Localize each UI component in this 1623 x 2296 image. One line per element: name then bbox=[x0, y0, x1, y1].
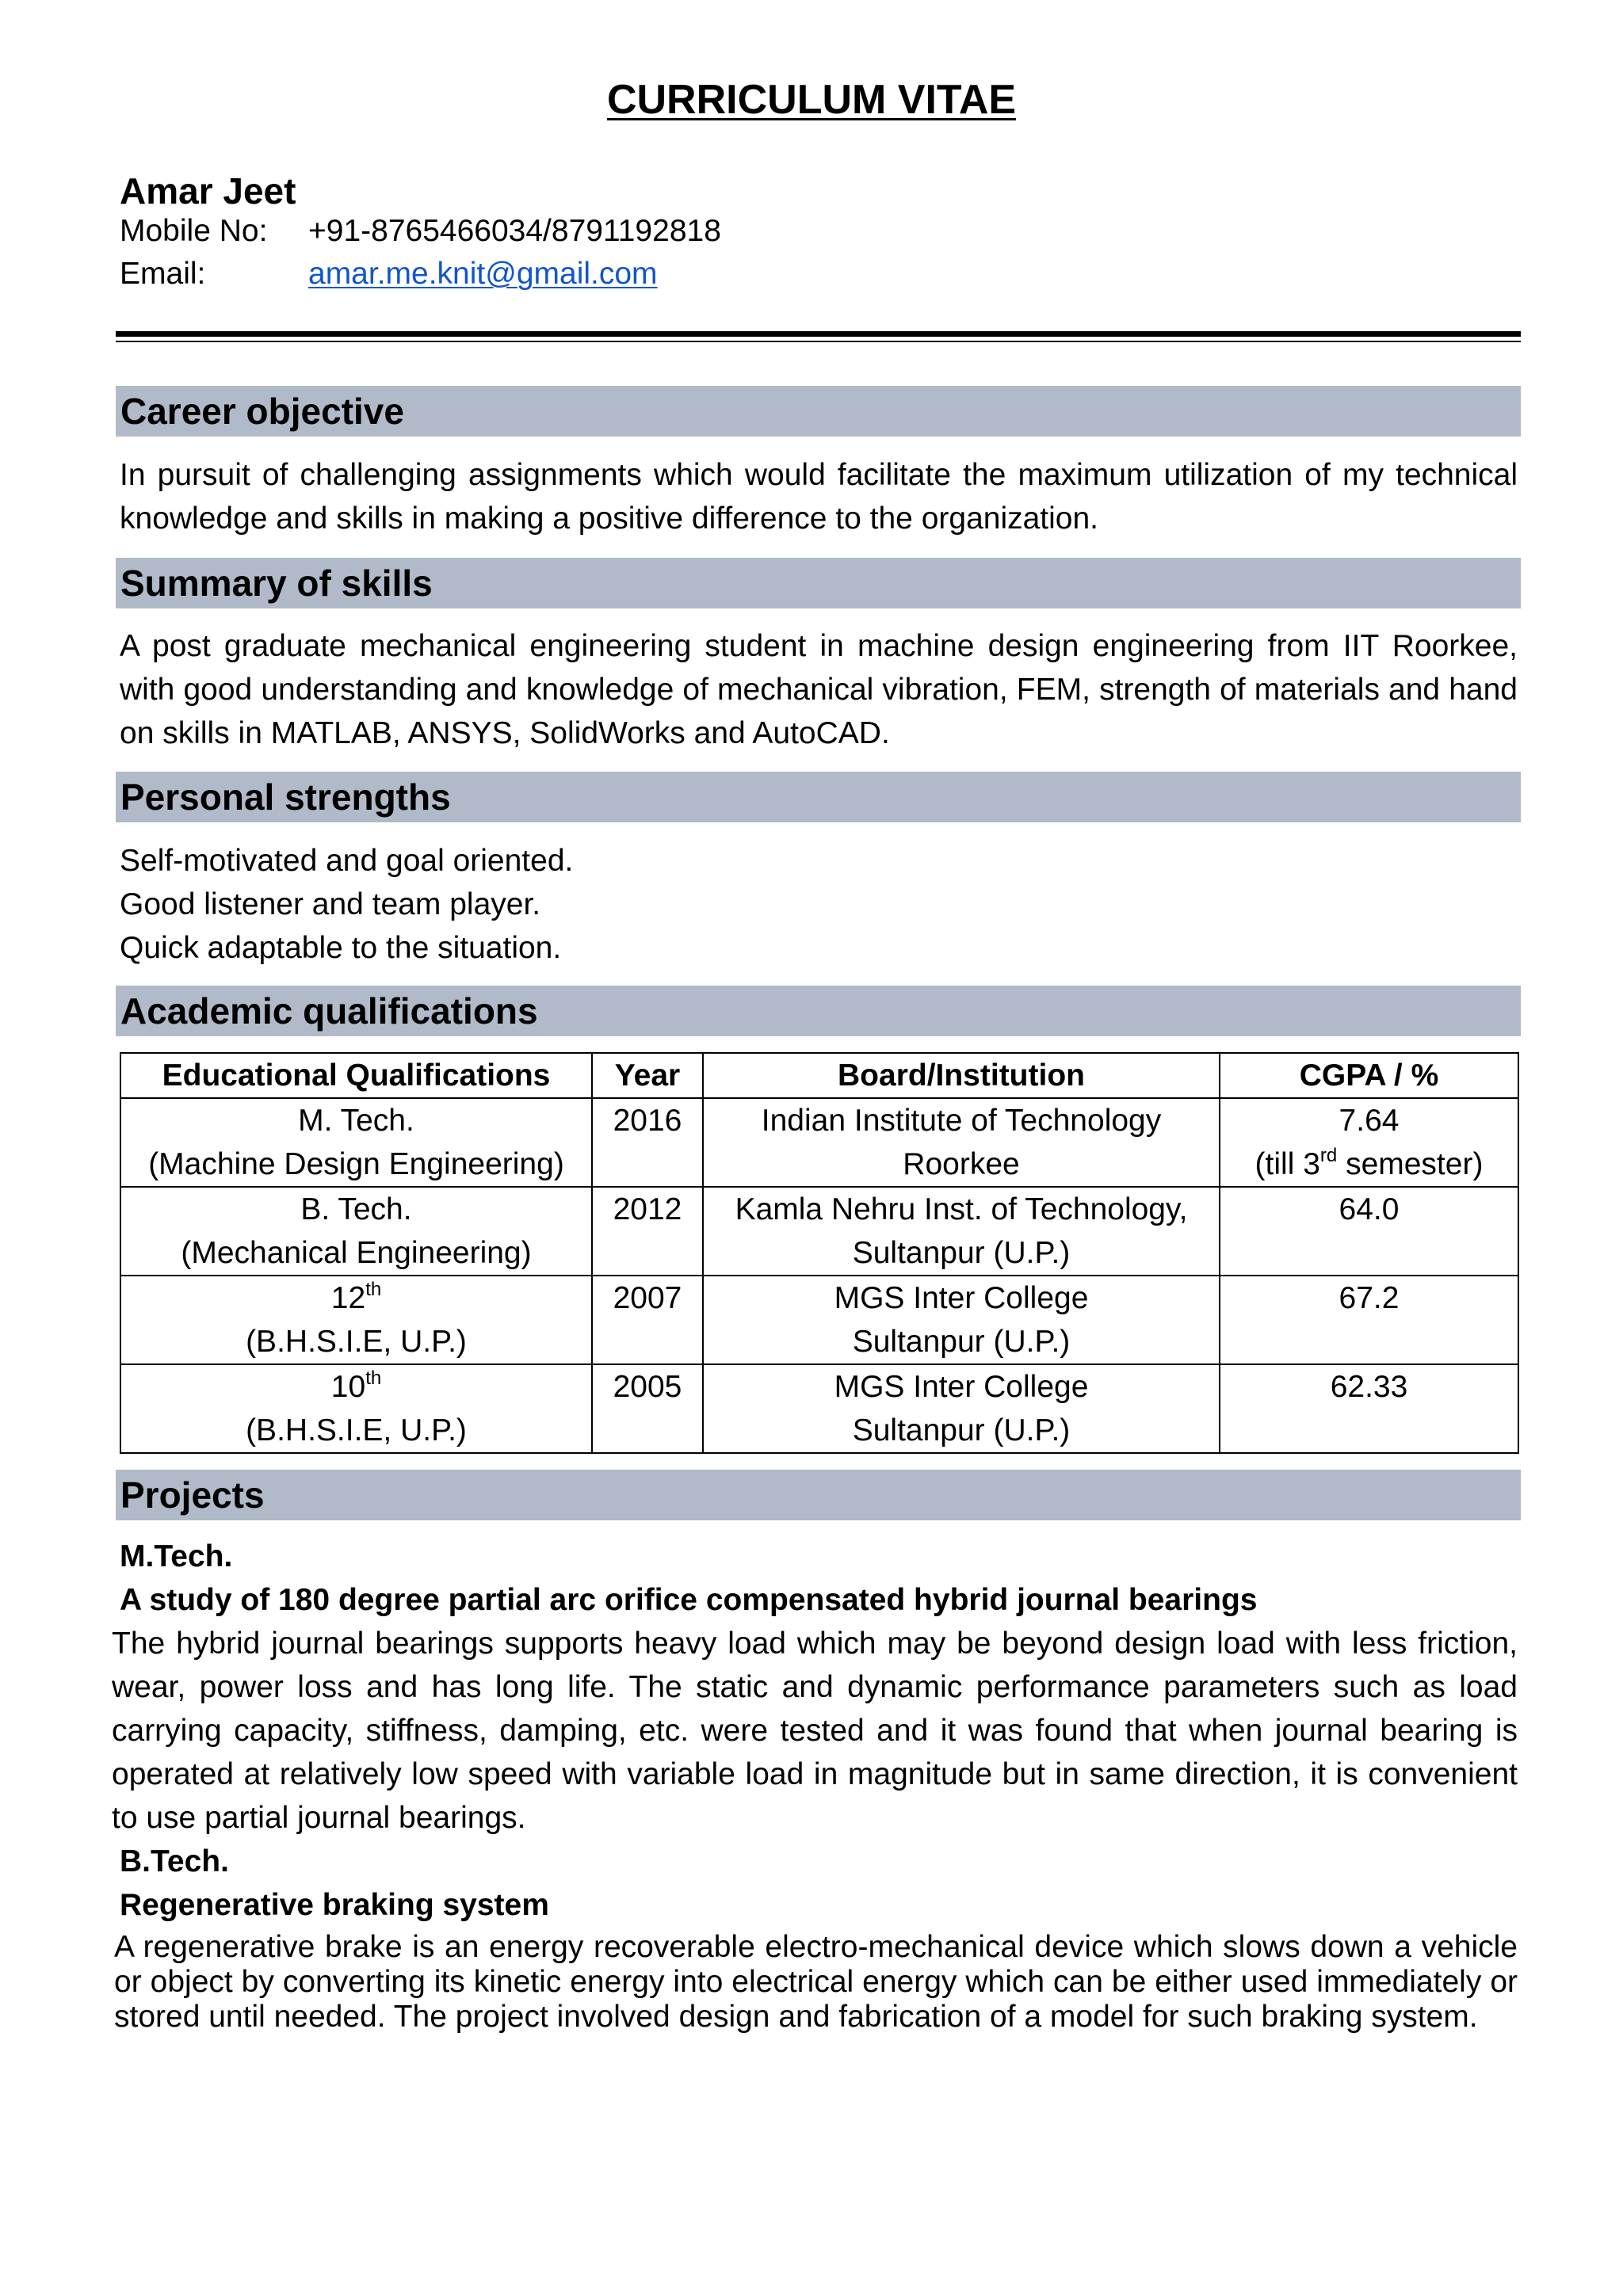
qualification-grade: 10 bbox=[330, 1370, 366, 1404]
qualification-name: B. Tech. bbox=[300, 1192, 412, 1226]
summary-of-skills-text: A post graduate mechanical engineering student in machine design engineering from IIT Roorkee, with good understanding and knowledge of mechanical vibration, FEM, strength of materials and hand on skills in MATLAB, ANSYS, SolidWorks and AutoCAD. bbox=[120, 629, 1518, 750]
email-row bbox=[120, 254, 658, 295]
score-note-text: semester) bbox=[1337, 1147, 1484, 1181]
project-description-mtech: The hybrid journal bearings supports heavy load which may be beyond design load with less friction, wear, power loss and has long life. The static and dynamic performance parameters such as load carrying capacity, stiffness, damping, etc. were tested and it was found that when journal bearing is operated at relatively low speed with variable load in magnitude but in same direction, it is convenient to use partial journal bearings. bbox=[112, 1627, 1518, 1835]
strength-item: Quick adaptable to the situation. bbox=[120, 931, 562, 965]
score-value: 62.33 bbox=[1330, 1370, 1408, 1404]
score-note bbox=[1224, 1142, 1514, 1186]
board-name: MGS Inter College bbox=[834, 1370, 1089, 1404]
project-description-btech: A regenerative brake is an energy recoverable electro-mechanical device which slows down a vehicle or object by converting its kinetic energy into electrical energy which can be either used immediately or stored until needed. The project involved design and fabrication of a model for such braking system. bbox=[114, 1930, 1518, 2034]
board-name: Kamla Nehru Inst. of Technology, bbox=[735, 1192, 1188, 1226]
project-level-btech: B.Tech. bbox=[120, 1844, 229, 1878]
column-header: Year bbox=[592, 1053, 703, 1098]
score-cell bbox=[1220, 1098, 1518, 1187]
section-heading: Projects bbox=[120, 1474, 265, 1516]
section-heading: Summary of skills bbox=[120, 563, 433, 604]
qualification-cell bbox=[120, 1098, 592, 1187]
section-header-career-objective bbox=[116, 386, 1521, 437]
column-header: Board/Institution bbox=[703, 1053, 1220, 1098]
board-cell bbox=[703, 1187, 1220, 1276]
score-note-text: (till 3 bbox=[1254, 1147, 1320, 1181]
board-location: Roorkee bbox=[903, 1147, 1020, 1181]
document-title-text: CURRICULUM VITAE bbox=[606, 77, 1017, 123]
qualification-grade: 12 bbox=[330, 1281, 366, 1315]
section-header-personal-strengths bbox=[116, 772, 1521, 822]
qualification-detail: (Mechanical Engineering) bbox=[181, 1236, 532, 1270]
qualification-cell bbox=[120, 1364, 592, 1453]
score-note-sup: rd bbox=[1319, 1145, 1338, 1166]
qualification-name bbox=[124, 1365, 588, 1409]
year-cell: 2016 bbox=[592, 1098, 703, 1187]
section-header-academic-qualifications bbox=[116, 986, 1521, 1036]
mobile-row bbox=[120, 211, 721, 252]
candidate-name: Amar Jeet bbox=[120, 170, 296, 212]
qualification-grade-sup: th bbox=[365, 1367, 382, 1389]
year-cell: 2005 bbox=[592, 1364, 703, 1453]
table-row bbox=[120, 1187, 1518, 1276]
score-cell bbox=[1220, 1364, 1518, 1453]
score-value: 67.2 bbox=[1338, 1281, 1400, 1315]
qualification-name bbox=[124, 1276, 588, 1320]
section-header-summary-of-skills bbox=[116, 558, 1521, 608]
academic-qualifications-table bbox=[120, 1052, 1519, 1454]
year-cell: 2007 bbox=[592, 1276, 703, 1364]
board-name: Indian Institute of Technology bbox=[761, 1104, 1162, 1138]
career-objective-text: In pursuit of challenging assignments which would facilitate the maximum utilization of my technical knowledge and skills in making a positive difference to the organization. bbox=[120, 458, 1518, 536]
year-cell: 2012 bbox=[592, 1187, 703, 1276]
section-heading: Academic qualifications bbox=[120, 990, 538, 1032]
header-divider-thin bbox=[116, 341, 1521, 342]
section-heading: Career objective bbox=[120, 391, 404, 432]
qualification-detail: (B.H.S.I.E, U.P.) bbox=[246, 1325, 467, 1359]
board-cell bbox=[703, 1364, 1220, 1453]
board-location: Sultanpur (U.P.) bbox=[852, 1325, 1071, 1359]
table-header-row bbox=[120, 1053, 1518, 1098]
board-location: Sultanpur (U.P.) bbox=[852, 1413, 1071, 1447]
strength-item: Good listener and team player. bbox=[120, 887, 541, 921]
email-link[interactable]: amar.me.knit@gmail.com bbox=[308, 257, 658, 291]
strength-item: Self-motivated and goal oriented. bbox=[120, 844, 574, 878]
table-row bbox=[120, 1098, 1518, 1187]
qualification-grade-sup: th bbox=[365, 1279, 382, 1300]
board-name: MGS Inter College bbox=[834, 1281, 1089, 1315]
project-level-mtech: M.Tech. bbox=[120, 1539, 233, 1573]
table-row bbox=[120, 1276, 1518, 1364]
section-header-projects bbox=[116, 1470, 1521, 1520]
column-header: Educational Qualifications bbox=[120, 1053, 592, 1098]
section-heading: Personal strengths bbox=[120, 776, 451, 818]
mobile-label: Mobile No: bbox=[120, 214, 268, 248]
project-title-mtech: A study of 180 degree partial arc orifice compensated hybrid journal bearings bbox=[120, 1583, 1258, 1617]
board-cell bbox=[703, 1276, 1220, 1364]
qualification-detail: (B.H.S.I.E, U.P.) bbox=[246, 1413, 467, 1447]
board-cell bbox=[703, 1098, 1220, 1187]
score-value: 7.64 bbox=[1338, 1104, 1400, 1138]
qualification-cell bbox=[120, 1276, 592, 1364]
project-title-btech: Regenerative braking system bbox=[120, 1888, 549, 1922]
score-cell bbox=[1220, 1276, 1518, 1364]
document-title bbox=[0, 73, 1623, 127]
email-label: Email: bbox=[120, 257, 206, 291]
board-location: Sultanpur (U.P.) bbox=[852, 1236, 1071, 1270]
score-value: 64.0 bbox=[1338, 1192, 1400, 1226]
qualification-cell bbox=[120, 1187, 592, 1276]
mobile-value: +91-8765466034/8791192818 bbox=[308, 214, 721, 248]
header-divider-thick bbox=[116, 331, 1521, 337]
score-cell bbox=[1220, 1187, 1518, 1276]
table-row bbox=[120, 1364, 1518, 1453]
column-header: CGPA / % bbox=[1220, 1053, 1518, 1098]
qualification-name: M. Tech. bbox=[298, 1104, 414, 1138]
qualification-detail: (Machine Design Engineering) bbox=[148, 1147, 564, 1181]
